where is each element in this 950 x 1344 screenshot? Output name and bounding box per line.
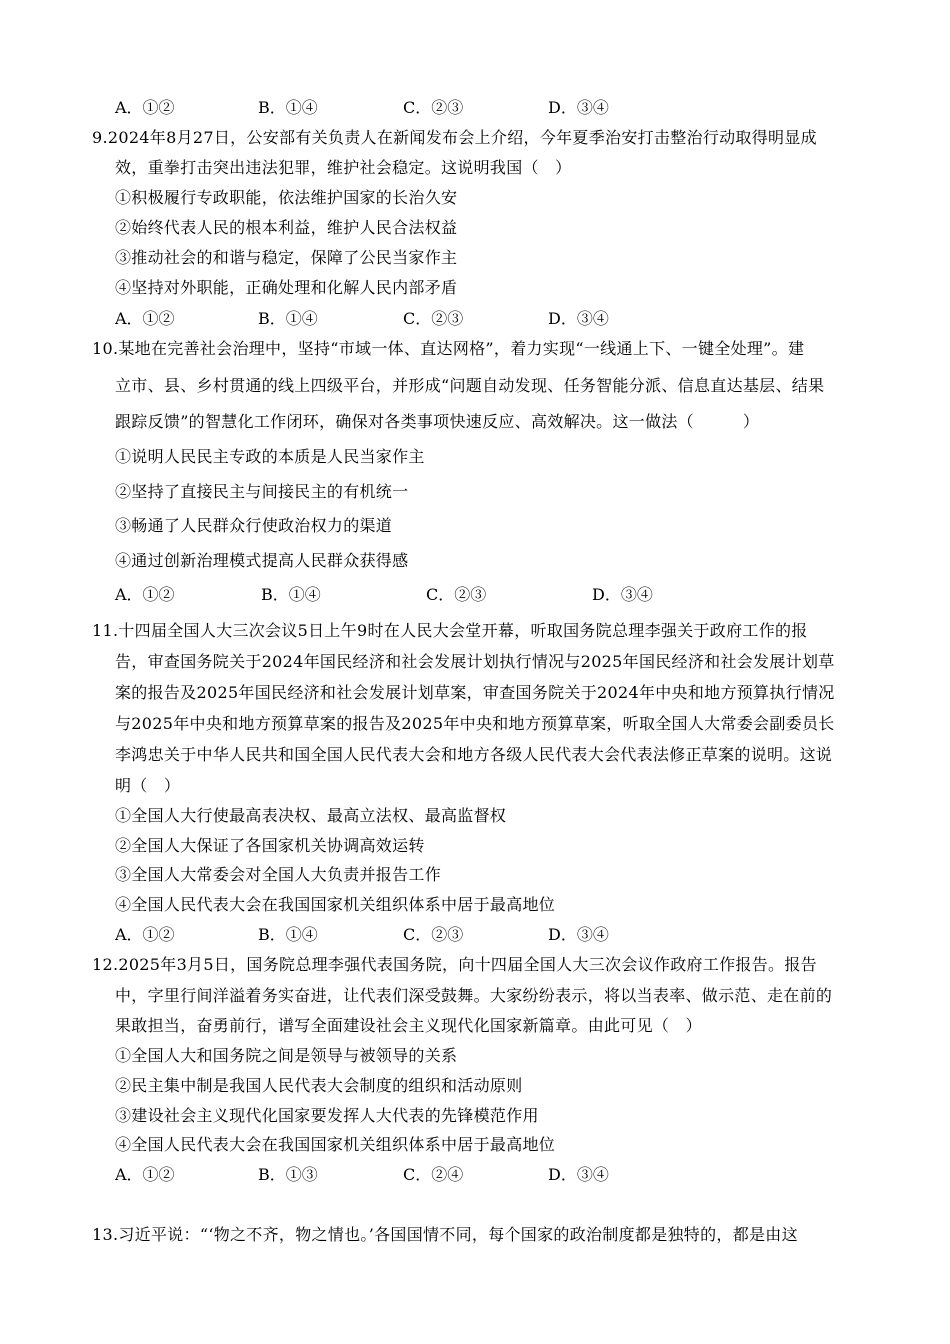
q11-option-c: C．②③ — [403, 925, 464, 944]
q8-option-a: A．①② — [115, 98, 175, 117]
q9-stem-line-1: 9.2024年8月27日，公安部有关负责人在新闻发布会上介绍，今年夏季治安打击整治行动取得明显成 — [92, 128, 817, 147]
q12-stem-line-1: 12.2025年3月5日，国务院总理李强代表国务院，向十四届全国人大三次会议作政府工作报告。报告 — [92, 955, 817, 974]
q11-option-a: A．①② — [115, 925, 175, 944]
q12-statement-2: ②民主集中制是我国人民代表大会制度的组织和活动原则 — [115, 1076, 523, 1095]
q12-statement-4: ④全国人民代表大会在我国国家机关组织体系中居于最高地位 — [115, 1135, 556, 1154]
q10-statement-1: ①说明人民民主专政的本质是人民当家作主 — [115, 447, 425, 466]
q13-stem-line-1: 13.习近平说：“‘物之不齐，物之情也。’各国国情不同，每个国家的政治制度都是独特的，都是由这 — [92, 1225, 798, 1244]
q10-stem-line-3: 跟踪反馈”的智慧化工作闭环，确保对各类事项快速反应、高效解决。这一做法（ ） — [115, 412, 760, 431]
q10-option-d: D．③④ — [592, 585, 653, 604]
q11-statement-1: ①全国人大行使最高表决权、最高立法权、最高监督权 — [115, 806, 507, 825]
q11-stem-line-6: 明（ ） — [115, 776, 181, 795]
q12-option-b: B．①③ — [258, 1165, 318, 1184]
q12-option-c: C．②④ — [403, 1165, 464, 1184]
q9-option-a: A．①② — [115, 309, 175, 328]
q8-option-c: C．②③ — [403, 98, 464, 117]
q10-option-c: C．②③ — [426, 585, 487, 604]
q10-statement-4: ④通过创新治理模式提高人民群众获得感 — [115, 551, 409, 570]
q12-statement-1: ①全国人大和国务院之间是领导与被领导的关系 — [115, 1046, 458, 1065]
q8-option-d: D．③④ — [548, 98, 609, 117]
q11-statement-4: ④全国人民代表大会在我国国家机关组织体系中居于最高地位 — [115, 895, 556, 914]
q9-statement-2: ②始终代表人民的根本利益，维护人民合法权益 — [115, 218, 458, 237]
q9-option-c: C．②③ — [403, 309, 464, 328]
q12-stem-line-2: 中，字里行间洋溢着务实奋进，让代表们深受鼓舞。大家纷纷表示，将以当表率、做示范、走在前的 — [115, 986, 833, 1005]
q11-option-b: B．①④ — [258, 925, 318, 944]
q8-option-b: B．①④ — [258, 98, 318, 117]
q12-stem-line-3: 果敢担当，奋勇前行，谱写全面建设社会主义现代化国家新篇章。由此可见（ ） — [115, 1016, 702, 1035]
q11-statement-2: ②全国人大保证了各国家机关协调高效运转 — [115, 836, 425, 855]
q11-option-d: D．③④ — [548, 925, 609, 944]
q12-option-a: A．①② — [115, 1165, 175, 1184]
q10-statement-3: ③畅通了人民群众行使政治权力的渠道 — [115, 516, 393, 535]
q10-stem-line-2: 立市、县、乡村贯通的线上四级平台，并形成“问题自动发现、任务智能分派、信息直达基层、结果 — [115, 376, 825, 395]
q12-option-d: D．③④ — [548, 1165, 609, 1184]
q9-statement-4: ④坚持对外职能，正确处理和化解人民内部矛盾 — [115, 278, 458, 297]
q10-statement-2: ②坚持了直接民主与间接民主的有机统一 — [115, 482, 409, 501]
q11-stem-line-3: 案的报告及2025年国民经济和社会发展计划草案，审查国务院关于2024年中央和地方预算执行情况 — [115, 683, 835, 702]
q9-option-d: D．③④ — [548, 309, 609, 328]
q11-stem-line-2: 告，审查国务院关于2024年国民经济和社会发展计划执行情况与2025年国民经济和社会发展计划草 — [115, 652, 835, 671]
q11-stem-line-1: 11.十四届全国人大三次会议5日上午9时在人民大会堂开幕，听取国务院总理李强关于政府工作的报 — [92, 621, 808, 640]
q11-stem-line-4: 与2025年中央和地方预算草案的报告及2025年中央和地方预算草案，听取全国人大常委会副委员长 — [115, 714, 835, 733]
q10-option-a: A．①② — [115, 585, 175, 604]
q9-option-b: B．①④ — [258, 309, 318, 328]
q12-statement-3: ③建设社会主义现代化国家要发挥人大代表的先锋模范作用 — [115, 1106, 539, 1125]
q9-statement-3: ③推动社会的和谐与稳定，保障了公民当家作主 — [115, 248, 458, 267]
q10-stem-line-1: 10.某地在完善社会治理中，坚持“市域一体、直达网格”，着力实现“一线通上下、一键全处理”。建 — [92, 339, 805, 358]
q9-stem-line-2: 效，重拳打击突出违法犯罪，维护社会稳定。这说明我国（ ） — [115, 158, 572, 177]
q11-stem-line-5: 李鸿忠关于中华人民共和国全国人民代表大会和地方各级人民代表大会代表法修正草案的说明。这说 — [115, 745, 833, 764]
q9-statement-1: ①积极履行专政职能，依法维护国家的长治久安 — [115, 188, 458, 207]
q10-option-b: B．①④ — [261, 585, 321, 604]
q11-statement-3: ③全国人大常委会对全国人大负责并报告工作 — [115, 865, 442, 884]
